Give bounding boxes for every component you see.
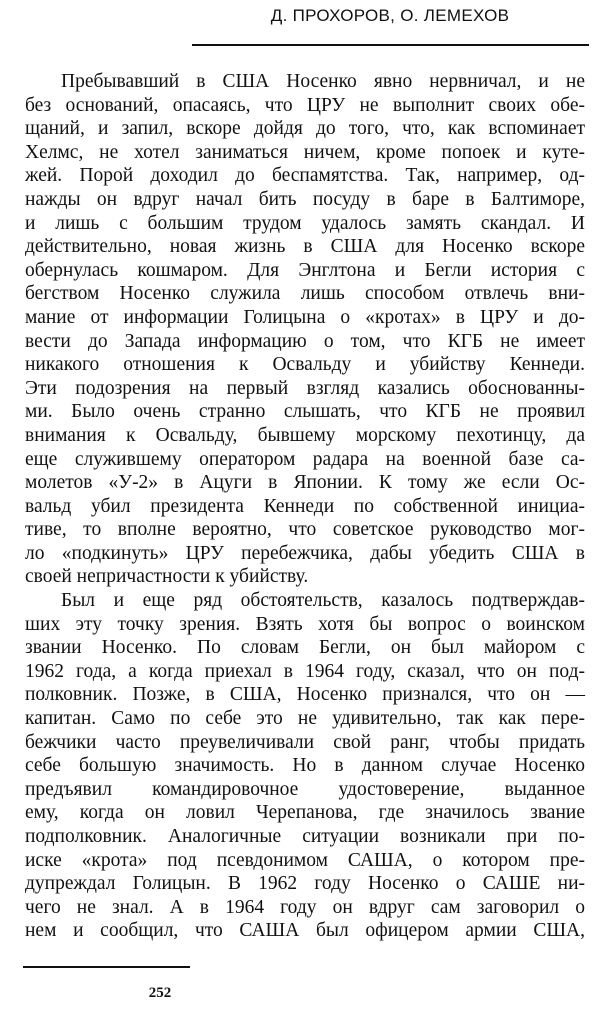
text-line: молетов «У-2» в Ацуги в Японии. К тому же если Ос- xyxy=(25,472,585,494)
running-header: Д. ПРОХОРОВ, О. ЛЕМЕХОВ xyxy=(270,6,510,25)
text-line: жей. Порой доходил до беспамятства. Так, например, од- xyxy=(25,165,585,187)
text-line: и лишь с большим трудом удалось замять скандал. И xyxy=(25,212,585,234)
text-line: дупреждал Голицын. В 1962 году Носенко о САШЕ ни- xyxy=(25,873,585,895)
footnote-rule xyxy=(23,966,190,968)
text-line: без оснований, опасаясь, что ЦРУ не выполнит своих обе- xyxy=(25,94,585,116)
text-line: себе большую значимость. Но в данном случае Носенко xyxy=(25,755,585,777)
text-line: действительно, новая жизнь в США для Носенко вскоре xyxy=(25,236,585,258)
text-line: ми. Было очень странно слышать, что КГБ не проявил xyxy=(25,401,585,423)
text-line: бегством Носенко служила лишь способом отвлечь вни- xyxy=(25,283,585,305)
text-line: Эти подозрения на первый взгляд казались обоснованны- xyxy=(25,377,585,399)
text-line: ло «подкинуть» ЦРУ перебежчика, дабы убедить США в xyxy=(25,542,585,564)
text-line: Был и еще ряд обстоятельств, казалось подтверждав- xyxy=(61,590,585,612)
text-line: иске «крота» под псевдонимом САША, о котором пре- xyxy=(25,849,585,871)
text-line: вести до Запада информацию о том, что КГБ не имеет xyxy=(25,330,585,352)
text-line: щаний, и запил, вскоре дойдя до того, что, как вспоминает xyxy=(25,118,585,140)
text-line: 1962 года, а когда приехал в 1964 году, сказал, что он под- xyxy=(25,660,585,682)
text-line: нем и сообщил, что САША был офицером армии США, xyxy=(25,920,585,942)
text-line: ших эту точку зрения. Взять хотя бы вопрос о воинском xyxy=(25,613,585,635)
text-line: вальд убил президента Кеннеди по собственной инициа- xyxy=(25,495,585,517)
text-line: внимания к Освальду, бывшему морскому пехотинцу, да xyxy=(25,424,585,446)
text-line: чего не знал. А в 1964 году он вдруг сам заговорил о xyxy=(25,896,585,918)
text-line: своей непричастности к убийству. xyxy=(25,566,309,588)
text-line: тиве, то вполне вероятно, что советское руководство мог- xyxy=(25,519,585,541)
text-line: подполковник. Аналогичные ситуации возникали при по- xyxy=(25,826,585,847)
text-line: мание от информации Голицына о «кротах» в ЦРУ и до- xyxy=(25,306,585,328)
page-number: 252 xyxy=(148,985,172,1001)
text-line: ему, когда он ловил Черепанова, где значилось звание xyxy=(25,802,585,824)
header-rule xyxy=(192,44,589,46)
text-line: капитан. Само по себе это не удивительно, так как пере- xyxy=(25,708,585,730)
text-line: предъявил командировочное удостоверение, выданное xyxy=(25,778,585,800)
paragraph xyxy=(25,589,585,943)
text-line: Пребывавший в США Носенко явно нервничал, и не xyxy=(61,71,585,92)
text-line: еще служившему оператором радара на военной базе са- xyxy=(25,448,585,470)
text-line: полковник. Позже, в США, Носенко признался, что он — xyxy=(25,684,585,706)
paragraph xyxy=(25,70,585,589)
text-line: бежчики часто преувеличивали свой ранг, чтобы придать xyxy=(25,731,585,753)
text-line: нажды он вдруг начал бить посуду в баре в Балтиморе, xyxy=(25,188,585,210)
page-body xyxy=(25,70,585,943)
text-line: Хелмс, не хотел заниматься ничем, кроме попоек и куте- xyxy=(25,141,585,163)
text-line: звании Носенко. По словам Бегли, он был майором с xyxy=(25,637,585,659)
text-line: никакого отношения к Освальду и убийству Кеннеди. xyxy=(25,354,585,376)
text-line: обернулась кошмаром. Для Энглтона и Бегли история с xyxy=(25,259,585,281)
